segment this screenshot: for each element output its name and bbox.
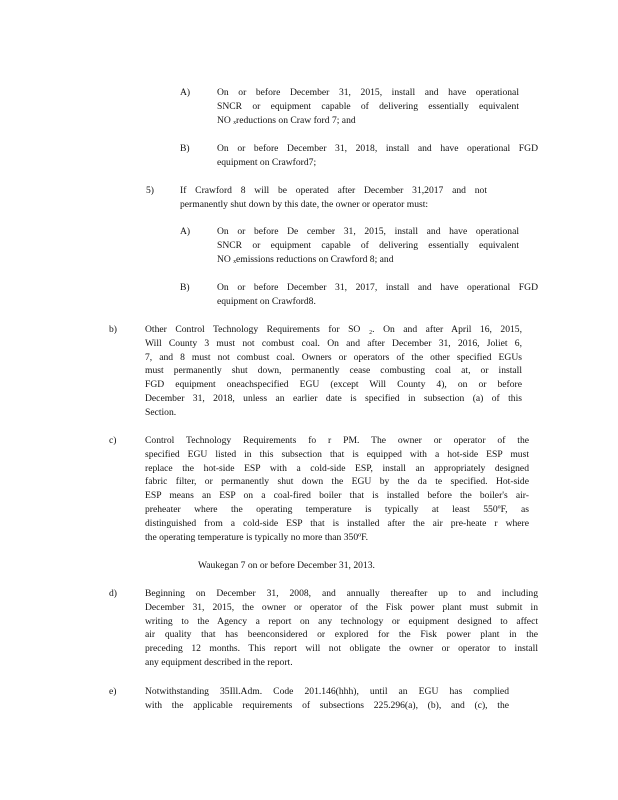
text-line: air quality that has beenconsidered or explored for the Fisk power plant in the (145, 629, 538, 641)
text-line: replace the hot-side ESP with a cold-side ESP, install an appropriately designed (145, 462, 529, 474)
text-line: specified EGU listed in this subsection that is equipped with a hot-side ESP must (145, 448, 529, 460)
text-line: If Crawford 8 will be operated after December 31,2017 and not (180, 185, 487, 196)
text-line: the operating temperature is typically no more than 350ºF. (145, 531, 369, 543)
text-line: Notwithstanding 35Ill.Adm. Code 201.146(hhh), until an EGU has complied (145, 686, 509, 697)
text-line: On or before December 31, 2018, install and have operational FGD (217, 143, 538, 154)
text-line: preceding 12 months. This report will not obligate the owner or operator to install (145, 643, 538, 655)
item-label: B) (180, 282, 190, 293)
text-line: Section. (145, 406, 177, 418)
text-line: fabric filter, or permanently shut down the EGU by the da te specified. Hot-side (145, 476, 529, 488)
text-line: with the applicable requirements of subsections 225.296(a), (b), and (c), the (145, 699, 509, 711)
text-line: must permanently shut down, permanently cease combusting coal at, or install (145, 365, 522, 377)
paragraph-crawford8-sncr (217, 225, 519, 266)
text-line: NO ₓemissions reductions on Crawford 8; and (217, 253, 394, 265)
text-line: writing to the Agency a report on any technology or equipment designed to affect (145, 615, 538, 627)
paragraph-so2-requirements (145, 323, 522, 420)
text-line: On or before De cember 31, 2015, install and have operational (217, 226, 519, 237)
waukegan-line: Waukegan 7 on or before December 31, 2013. (198, 560, 375, 571)
paragraph-fisk-report (145, 587, 538, 670)
paragraph-crawford8-fgd (217, 281, 538, 309)
text-line: Control Technology Requirements fo r PM. The owner or operator of the (145, 435, 529, 446)
text-line: SNCR or equipment capable of delivering essentially equivalent (217, 100, 519, 112)
item-label: b) (109, 324, 117, 335)
text-line: NO ₓreductions on Craw ford 7; and (217, 114, 356, 126)
text-line: preheater where the operating temperature is typically at least 550ºF, as (145, 503, 529, 515)
text-line: December 31, 2018, unless an earlier date is specified in subsection (a) of this (145, 392, 522, 404)
paragraph-notwithstanding (145, 685, 509, 713)
text-line: On or before December 31, 2015, install and have operational (217, 87, 519, 98)
item-label: A) (180, 87, 191, 98)
item-label: A) (180, 226, 191, 237)
text-line: Other Control Technology Requirements for SO ₂. On and after April 16, 2015, (145, 324, 522, 335)
text-line: equipment on Crawford7; (217, 156, 317, 168)
text-line: any equipment described in the report. (145, 656, 293, 668)
text-line: ESP means an ESP on a coal-fired boiler that is installed before the boiler's air- (145, 490, 529, 502)
text-line: permanently shut down by this date, the owner or operator must: (180, 198, 429, 210)
text-line: Beginning on December 31, 2008, and annually thereafter up to and including (145, 588, 538, 599)
item-label: d) (109, 588, 117, 599)
paragraph-pm-requirements (145, 434, 529, 544)
text-line: equipment on Crawford8. (217, 295, 316, 307)
text-line: December 31, 2015, the owner or operator of the Fisk power plant must submit in (145, 601, 538, 613)
paragraph-crawford7-sncr (217, 86, 519, 127)
item-label: B) (180, 143, 190, 154)
item-label: 5) (146, 185, 154, 196)
text-line: Will County 3 must not combust coal. On and after December 31, 2016, Joliet 6, (145, 337, 522, 349)
text-line: On or before December 31, 2017, install and have operational FGD (217, 282, 538, 293)
text-line: distinguished from a cold-side ESP that is installed after the air pre-heate r where (145, 517, 529, 529)
text-line: SNCR or equipment capable of delivering essentially equivalent (217, 239, 519, 251)
text-line: FGD equipment oneachspecified EGU (except Will County 4), on or before (145, 379, 522, 391)
item-label: c) (109, 435, 117, 446)
text-line: 7, and 8 must not combust coal. Owners or operators of the other specified EGUs (145, 351, 522, 363)
paragraph-crawford7-fgd (217, 142, 538, 170)
item-label: e) (109, 686, 117, 697)
paragraph-crawford8-intro (180, 184, 487, 212)
